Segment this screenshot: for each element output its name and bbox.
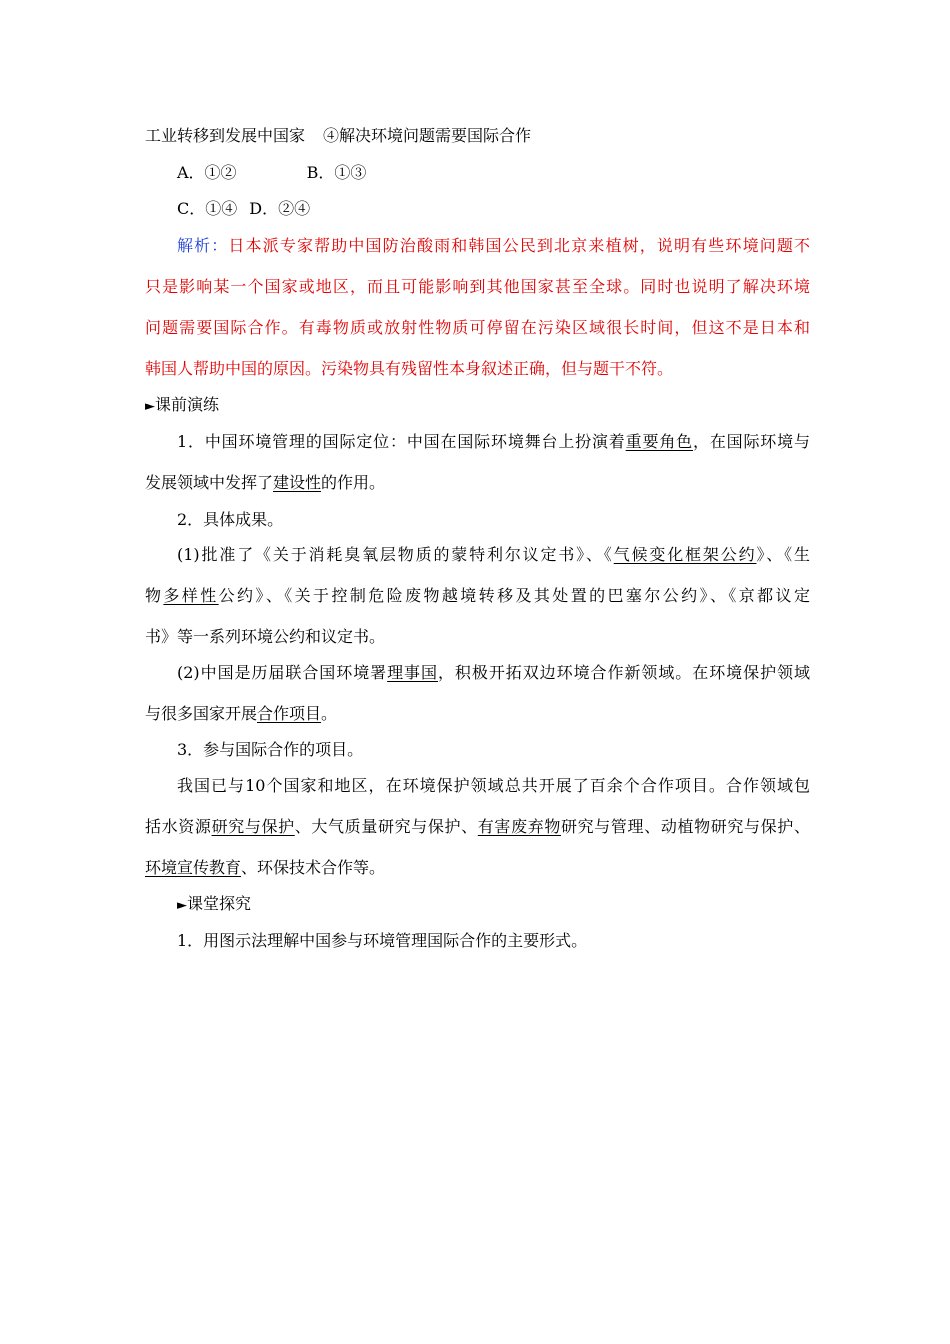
section-title: 课前演练: [155, 395, 220, 414]
question-tail: [145, 125, 810, 147]
item3-line-2: [145, 816, 810, 838]
section-title-2: 课堂探究: [187, 894, 252, 913]
item3-underline-1: 研究与保护: [211, 817, 295, 836]
item1-text-d: 的作用。: [321, 473, 386, 492]
item1-line-1: [177, 431, 810, 453]
analysis-line-2: 只是影响某一个国家或地区，而且可能影响到其他国家甚至全球。同时也说明了解决环境: [145, 277, 810, 296]
item1-line-2: [145, 472, 810, 494]
explore-item-1: 1．用图示法理解中国参与环境管理国际合作的主要形式。: [177, 931, 588, 950]
item2-title: 2．具体成果。: [177, 510, 284, 529]
question-tail-text-2: ④解决环境问题需要国际合作: [323, 126, 532, 145]
item1-text-b: ，在国际环境与: [692, 432, 810, 451]
item3-text-d: 、环保技术合作等。: [241, 858, 386, 877]
option-c: C．①④: [177, 199, 238, 218]
item2-p2-line-1: [177, 662, 810, 684]
analysis-line-1: [177, 235, 810, 257]
option-a: A．①②: [177, 163, 237, 182]
triangle-marker-icon-2: ►: [177, 898, 187, 913]
item3-text-c: 研究与管理、动植物研究与保护、: [561, 817, 810, 836]
item1-underline-1: 重要角色: [625, 432, 693, 451]
item2-p2-text-d: 。: [321, 704, 338, 723]
item1-underline-2: 建设性: [273, 473, 322, 492]
analysis-label: 解析：: [177, 236, 229, 255]
section-heading-preclass: [145, 394, 810, 418]
item2-p1-text-c: 物: [145, 586, 164, 605]
item2-p1-line-1: [177, 544, 810, 566]
options-row-1: [177, 162, 810, 184]
item2-p1-line-2: [145, 585, 810, 607]
options-row-2: [177, 198, 810, 220]
question-tail-text-1: 工业转移到发展中国家: [145, 126, 306, 145]
option-d: D．②④: [249, 199, 311, 218]
item2-p2-underline-2: 合作项目: [257, 704, 322, 723]
item2-p2-text-b: ，积极开拓双边环境合作新领域。在环境保护领域: [437, 663, 810, 682]
item2-p1-line-3: 书》等一系列环境公约和议定书。: [145, 627, 386, 646]
item2-p2-underline-1: 理事国: [387, 663, 438, 682]
item2-p2-text-c: 与很多国家开展: [145, 704, 258, 723]
item2-p1-text-d: 公约》、《关于控制危险废物越境转移及其处置的巴塞尔公约》、《京都议定: [218, 586, 810, 605]
item2-p2-line-2: [145, 703, 810, 725]
item3-text-a: 括水资源: [145, 817, 212, 836]
item2-p1-underline-1: 气候变化框架公约: [613, 545, 757, 564]
item2-p1-text-b: 》、《生: [756, 545, 810, 564]
item3-line-1: 我国已与10个国家和地区，在环境保护领域总共开展了百余个合作项目。合作领域包: [177, 776, 810, 795]
item2-p2-text-a: (2)中国是历届联合国环境署: [177, 663, 388, 682]
item3-text-b: 、大气质量研究与保护、: [294, 817, 478, 836]
item3-underline-3: 环境宣传教育: [145, 858, 242, 877]
item3-line-3: [145, 857, 810, 879]
item3-title: 3．参与国际合作的项目。: [177, 740, 364, 759]
analysis-text-1: 日本派专家帮助中国防治酸雨和韩国公民到北京来植树，说明有些环境问题不: [228, 236, 810, 255]
item2-p1-underline-2: 多样性: [163, 586, 219, 605]
item1-text-c: 发展领域中发挥了: [145, 473, 274, 492]
analysis-line-4: 韩国人帮助中国的原因。污染物具有残留性本身叙述正确，但与题干不符。: [145, 359, 674, 378]
section-heading-inclass: [177, 893, 810, 917]
item2-p1-text-a: (1)批准了《关于消耗臭氧层物质的蒙特利尔议定书》、《: [177, 545, 614, 564]
analysis-line-3: 问题需要国际合作。有毒物质或放射性物质可停留在污染区域很长时间，但这不是日本和: [145, 318, 810, 337]
item1-text-a: 1．中国环境管理的国际定位：中国在国际环境舞台上扮演着: [177, 432, 626, 451]
triangle-marker-icon: ►: [145, 399, 155, 414]
option-b: B．①③: [306, 163, 367, 182]
item3-underline-2: 有害废弃物: [477, 817, 561, 836]
